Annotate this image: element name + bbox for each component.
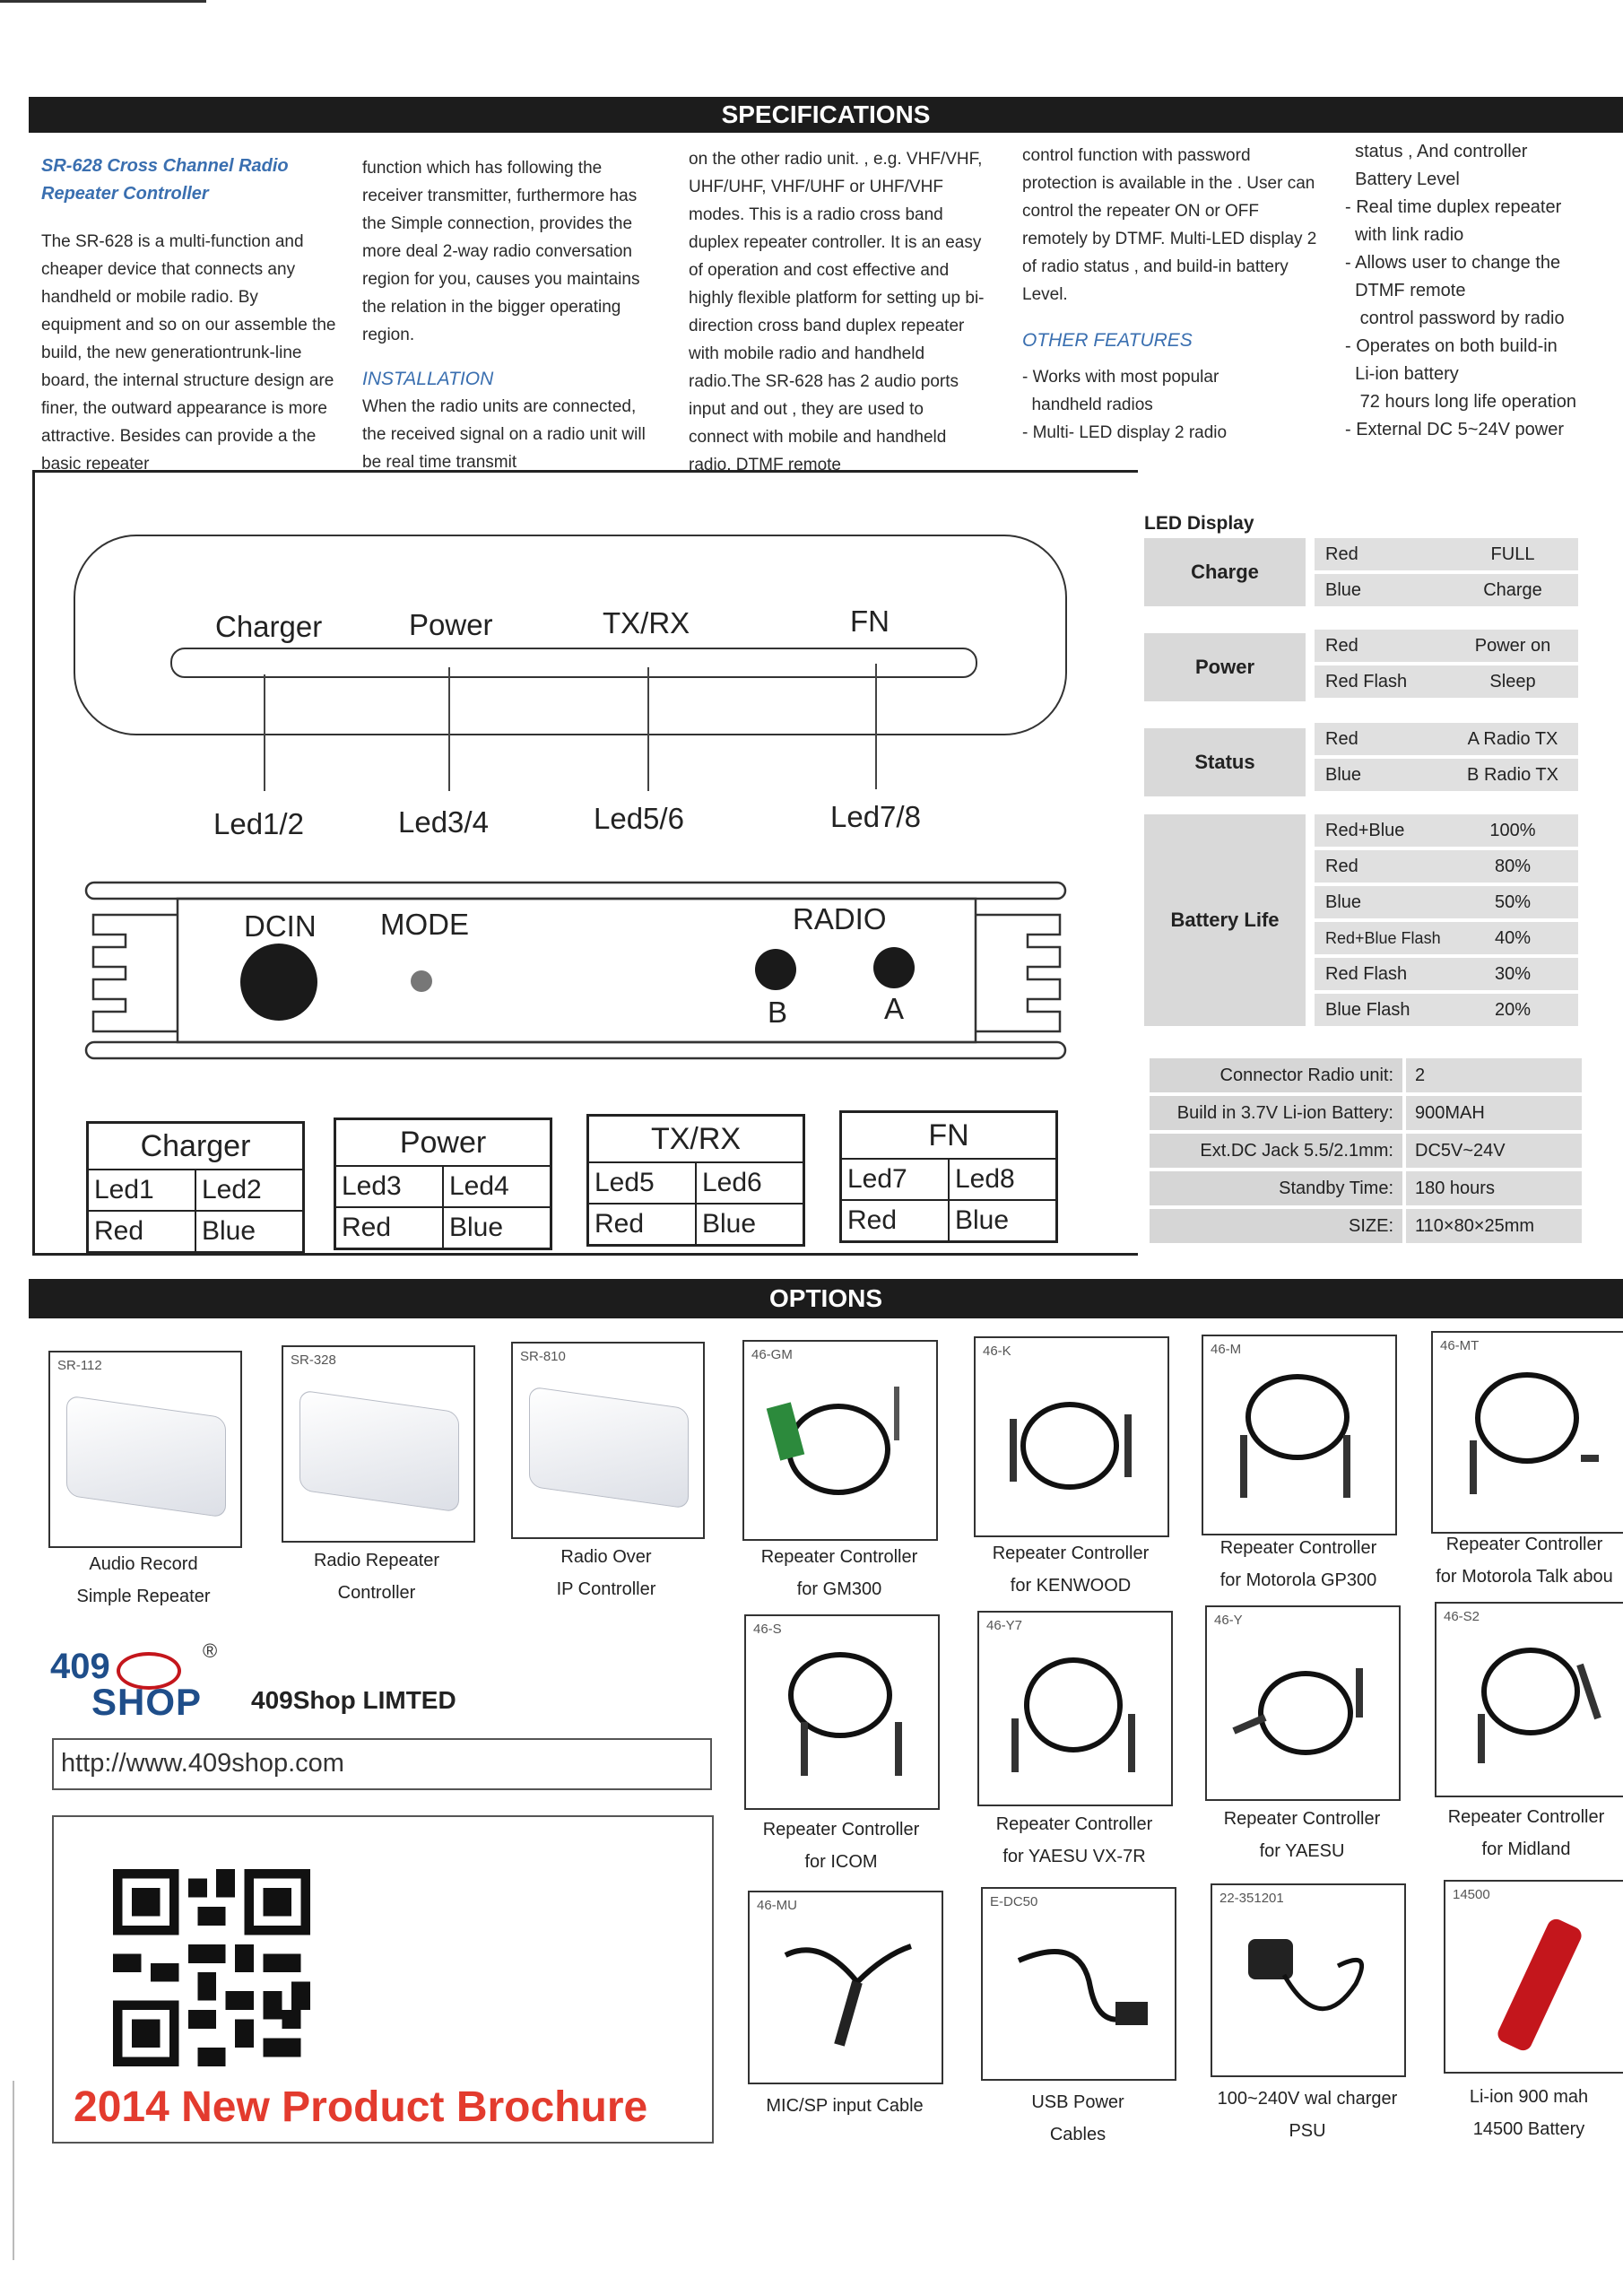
caption-line: MIC/SP input Cable [766, 2096, 924, 2116]
led-cell: Led5 [588, 1162, 697, 1204]
caption-line: Repeater Controller [1223, 1809, 1381, 1829]
led-cell: Led1 [88, 1170, 196, 1211]
product-46s2 [1435, 1602, 1623, 1797]
product-code: 46-GM [751, 1347, 793, 1362]
feature-line: - Multi- LED display 2 radio [1022, 423, 1228, 442]
dc-jack-icon [240, 944, 317, 1021]
caption-line: for GM300 [796, 1579, 882, 1599]
spec-column-5 [1345, 138, 1623, 444]
product-caption [1193, 1803, 1411, 1867]
leader-line [264, 674, 265, 791]
product-46gm [742, 1340, 938, 1541]
led-meaning: B Radio TX [1447, 759, 1578, 791]
spec-key: Build in 3.7V Li-ion Battery: [1150, 1096, 1402, 1130]
product-heading: SR-628 Cross Channel Radio Repeater Controller [41, 156, 289, 204]
led-meaning: Charge [1447, 574, 1578, 606]
label-power: Power [409, 608, 493, 641]
group-power: Power [1144, 633, 1306, 701]
led-color: Blue Flash [1315, 994, 1451, 1026]
logo-top: 409 [50, 1647, 110, 1686]
product-caption [273, 1544, 481, 1609]
product-sr112 [48, 1351, 242, 1548]
led-meaning: 40% [1447, 922, 1578, 954]
logo-bottom: SHOP [91, 1681, 203, 1723]
cable-icon [1451, 1360, 1603, 1512]
spec-key: Ext.DC Jack 5.5/2.1mm: [1150, 1134, 1402, 1168]
led-cell: Blue [696, 1204, 804, 1246]
led-color: Red [1315, 630, 1451, 662]
caption-line: PSU [1289, 2121, 1326, 2141]
led-cell: Led2 [195, 1170, 304, 1211]
label-led56: Led5/6 [594, 802, 684, 835]
label-radio: RADIO [793, 902, 887, 935]
label-led34: Led3/4 [398, 805, 489, 839]
product-code: 46-K [983, 1344, 1011, 1359]
led-meaning: A Radio TX [1447, 723, 1578, 755]
led-cell: Led4 [443, 1166, 551, 1207]
product-sr810 [511, 1342, 705, 1539]
product-caption [732, 1813, 950, 1878]
scan-edge [13, 2081, 14, 2260]
led-table-title: Power [335, 1119, 551, 1167]
product-caption [39, 1548, 247, 1613]
label-dcin: DCIN [244, 909, 317, 943]
dtmf-text: control function with password protection is available in the . User can control the repeater ON or OFF remotely by DTMF. Multi-LED display 2 of radio status , and build-in battery Level. [1022, 146, 1317, 304]
label-led78: Led7/8 [830, 800, 921, 833]
website-box[interactable] [52, 1738, 712, 1790]
caption-line: Cables [1049, 2125, 1107, 2144]
product-code: 46-Y7 [986, 1618, 1023, 1633]
led-cell: Led6 [696, 1162, 804, 1204]
product-caption [1429, 1801, 1623, 1866]
feature-line: control password by radio [1345, 309, 1565, 328]
brochure-title: 2014 New Product Brochure [74, 2083, 648, 2131]
led-table-title: FN [841, 1112, 1057, 1160]
options-title: OPTIONS [768, 1284, 882, 1312]
spec-column-3 [689, 145, 985, 479]
feature-line: - Operates on both build-in [1345, 336, 1558, 356]
led-color: Red Flash [1315, 958, 1451, 990]
led-strip [170, 648, 977, 678]
cable-icon [1221, 1363, 1374, 1516]
led-color: Blue [1315, 574, 1451, 606]
led-display-title: LED Display [1144, 513, 1254, 534]
feature-line: status , And controller [1345, 142, 1528, 161]
led-table-txrx [586, 1114, 805, 1247]
spec-value: 180 hours [1406, 1171, 1582, 1205]
product-code: SR-112 [57, 1358, 102, 1373]
cable-icon [997, 1638, 1150, 1790]
led-color: Red Flash [1315, 665, 1451, 698]
feature-line: - Works with most popular [1022, 368, 1219, 387]
leader-line [875, 664, 877, 789]
led-meaning: Power on [1447, 630, 1578, 662]
group-status: Status [1144, 728, 1306, 796]
radio-port-b-icon [755, 949, 796, 990]
group-battery-life: Battery Life [1144, 814, 1306, 1026]
led-cell: Led8 [949, 1159, 1057, 1200]
caption-line: for Motorola Talk abou [1436, 1567, 1613, 1587]
led-cell: Red [841, 1200, 950, 1242]
feature-line: Li-ion battery [1345, 364, 1459, 384]
side-panel-outline [81, 879, 1085, 1067]
caption-line: for YAESU [1259, 1841, 1345, 1861]
label-led12: Led1/2 [213, 807, 304, 840]
function-text: function which has following the receiver transmitter, furthermore has the Simple connection, provides the more deal 2-way radio conversation region for you, causes you maintains the relation in the bigger operating region. [362, 159, 640, 344]
caption-line: USB Power [1031, 2092, 1124, 2112]
caption-line: Audio Record [89, 1554, 198, 1574]
label-mode: MODE [380, 908, 469, 941]
cable-icon [764, 1641, 916, 1794]
mode-led-icon [411, 970, 432, 992]
caption-line: Simple Repeater [76, 1587, 211, 1606]
specifications-title: SPECIFICATIONS [721, 100, 931, 128]
caption-line: for KENWOOD [1010, 1576, 1132, 1596]
logo-registered: ® [203, 1639, 218, 1662]
usb-cable-icon [1001, 1916, 1153, 2059]
caption-line: Repeater Controller [1447, 1807, 1605, 1827]
product-caption [735, 2090, 954, 2122]
feature-line: - Allows user to change the [1345, 253, 1561, 273]
caption-line: IP Controller [556, 1579, 656, 1599]
led-cell: Blue [195, 1211, 304, 1253]
product-caption [730, 1541, 949, 1605]
led-cell: Led7 [841, 1159, 950, 1200]
top-rule [0, 0, 206, 3]
led-cell: Led3 [335, 1166, 444, 1207]
caption-line: Radio Over [560, 1547, 652, 1567]
led-cell: Blue [443, 1207, 551, 1249]
led-meaning: FULL [1447, 538, 1578, 570]
router-icon [66, 1395, 226, 1518]
product-code: 46-S2 [1444, 1609, 1480, 1624]
led-color: Blue [1315, 886, 1451, 918]
other-features-heading: OTHER FEATURES [1022, 330, 1193, 351]
installation-heading: INSTALLATION [362, 369, 494, 389]
product-caption [1198, 2083, 1417, 2147]
caption-line: Repeater Controller [995, 1814, 1153, 1834]
brand-logo [50, 1639, 239, 1727]
led-cell: Red [88, 1211, 196, 1253]
caption-line: Controller [337, 1583, 416, 1603]
led-table-title: Charger [88, 1123, 304, 1170]
cable-icon [1225, 1632, 1377, 1785]
product-code: SR-328 [291, 1352, 336, 1368]
group-charge: Charge [1144, 538, 1306, 606]
led-table-title: TX/RX [588, 1116, 804, 1163]
website-url[interactable]: http://www.409shop.com [61, 1749, 344, 1778]
leader-line [448, 667, 450, 791]
router-icon [299, 1389, 459, 1512]
label-fn: FN [850, 604, 890, 638]
caption-line: for Motorola GP300 [1219, 1570, 1377, 1590]
label-charger: Charger [215, 610, 323, 643]
spec-column-4 [1022, 142, 1318, 447]
caption-line: Radio Repeater [313, 1551, 440, 1570]
led-table-fn [839, 1110, 1058, 1243]
feature-line: 72 hours long life operation [1345, 392, 1576, 412]
product-caption [502, 1541, 710, 1605]
caption-line: 14500 Battery [1472, 2119, 1585, 2139]
spec-key: SIZE: [1150, 1209, 1402, 1243]
led-table-power [334, 1118, 552, 1250]
led-cell: Red [588, 1204, 697, 1246]
caption-line: Repeater Controller [1445, 1535, 1603, 1554]
feature-line: handheld radios [1022, 396, 1153, 414]
feature-line: - Real time duplex repeater [1345, 197, 1562, 217]
options-bar [29, 1279, 1623, 1318]
product-edc50 [981, 1887, 1176, 2081]
product-code: 14500 [1453, 1887, 1490, 1902]
product-sr328 [282, 1345, 475, 1543]
product-code: 22-351201 [1219, 1891, 1284, 1906]
caption-line: Repeater Controller [1219, 1538, 1377, 1558]
label-port-b: B [768, 996, 788, 1029]
cable-icon [994, 1365, 1146, 1518]
cable-icon [762, 1369, 915, 1521]
led-table-charger [86, 1121, 305, 1254]
feature-line: with link radio [1345, 225, 1464, 245]
battery-icon [1472, 1909, 1607, 2061]
led-meaning: 20% [1447, 994, 1578, 1026]
led-color: Red [1315, 538, 1451, 570]
label-txrx: TX/RX [603, 606, 690, 639]
router-icon [529, 1386, 689, 1509]
product-code: 46-MU [757, 1898, 798, 1913]
led-cell: Red [335, 1207, 444, 1249]
product-code: SR-810 [520, 1349, 566, 1364]
spec-value: DC5V~24V [1406, 1134, 1582, 1168]
modes-text: on the other radio unit. , e.g. VHF/VHF, UHF/UHF, VHF/UHF or UHF/VHF modes. This is a radio cross band duplex repeater controller. It is an easy of operation and cost effective and highly flexible platform for setting up bi-direction cross band duplex repeater with mobile radio and handheld radio.The SR-628 has 2 audio ports input and out , they are used to connect with mobile and handheld radio. DTMF remote [689, 150, 985, 474]
led-meaning: 100% [1447, 814, 1578, 847]
product-46mu [748, 1891, 943, 2084]
spec-value: 900MAH [1406, 1096, 1582, 1130]
product-caption [965, 1808, 1184, 1873]
y-cable-icon [768, 1919, 920, 2063]
feature-line: - External DC 5~24V power [1345, 420, 1565, 439]
led-color: Red+Blue Flash [1315, 922, 1451, 954]
spec-key: Standby Time: [1150, 1171, 1402, 1205]
spec-column-1 [41, 152, 337, 478]
leader-line [647, 667, 649, 791]
feature-line: Battery Level [1345, 170, 1460, 189]
caption-line: Repeater Controller [992, 1544, 1150, 1563]
product-caption [1426, 1528, 1623, 1593]
product-code: 46-Y [1214, 1613, 1243, 1628]
led-cell: Blue [949, 1200, 1057, 1242]
qr-frame [52, 1815, 714, 2144]
product-46y7 [977, 1611, 1173, 1806]
cable-icon [1454, 1629, 1607, 1781]
intro-text: The SR-628 is a multi-function and cheaper device that connects any handheld or mobile radio. By equipment and so on our assemble the build, the new generationtrunk-line board, the internal structure design are finer, the outward appearance is more attractive. Besides can provide a the basic repeater [41, 232, 336, 474]
product-22-351201 [1211, 1883, 1406, 2077]
led-meaning: Sleep [1447, 665, 1578, 698]
product-caption [961, 1537, 1180, 1602]
caption-line: Repeater Controller [760, 1547, 918, 1567]
spec-key: Connector Radio unit: [1150, 1058, 1402, 1092]
led-color: Red [1315, 723, 1451, 755]
led-meaning: 30% [1447, 958, 1578, 990]
spec-value: 2 [1406, 1058, 1582, 1092]
product-46mt [1431, 1331, 1623, 1534]
company-name: 409Shop LIMTED [251, 1686, 456, 1714]
product-caption [1435, 2081, 1623, 2145]
product-14500 [1444, 1880, 1623, 2074]
product-46m [1202, 1335, 1397, 1535]
product-46y [1205, 1605, 1401, 1801]
label-port-a: A [884, 992, 905, 1025]
led-color: Blue [1315, 759, 1451, 791]
installation-text: When the radio units are connected, the received signal on a radio unit will be real time transmit [362, 397, 646, 472]
led-meaning: 80% [1447, 850, 1578, 883]
caption-line: 100~240V wal charger [1217, 2089, 1398, 2109]
product-code: E-DC50 [990, 1894, 1038, 1909]
feature-line: DTMF remote [1345, 281, 1466, 300]
product-code: 46-MT [1440, 1338, 1480, 1353]
specifications-bar [29, 97, 1623, 133]
product-46k [974, 1336, 1169, 1537]
product-caption [968, 2086, 1187, 2151]
caption-line: for ICOM [804, 1852, 878, 1872]
product-code: 46-S [753, 1622, 782, 1637]
charger-icon [1230, 1912, 1383, 2056]
caption-line: for Midland [1481, 1839, 1571, 1859]
product-46s [744, 1614, 940, 1810]
qr-code-icon [113, 1869, 310, 2066]
led-color: Red+Blue [1315, 814, 1451, 847]
radio-port-a-icon [873, 947, 915, 988]
spec-value: 110×80×25mm [1406, 1209, 1582, 1243]
product-caption [1189, 1532, 1408, 1596]
led-color: Red [1315, 850, 1451, 883]
caption-line: Li-ion 900 mah [1469, 2087, 1589, 2107]
led-meaning: 50% [1447, 886, 1578, 918]
caption-line: for YAESU VX-7R [1002, 1847, 1146, 1866]
spec-column-2 [362, 154, 660, 476]
caption-line: Repeater Controller [762, 1820, 920, 1839]
product-code: 46-M [1211, 1342, 1242, 1357]
